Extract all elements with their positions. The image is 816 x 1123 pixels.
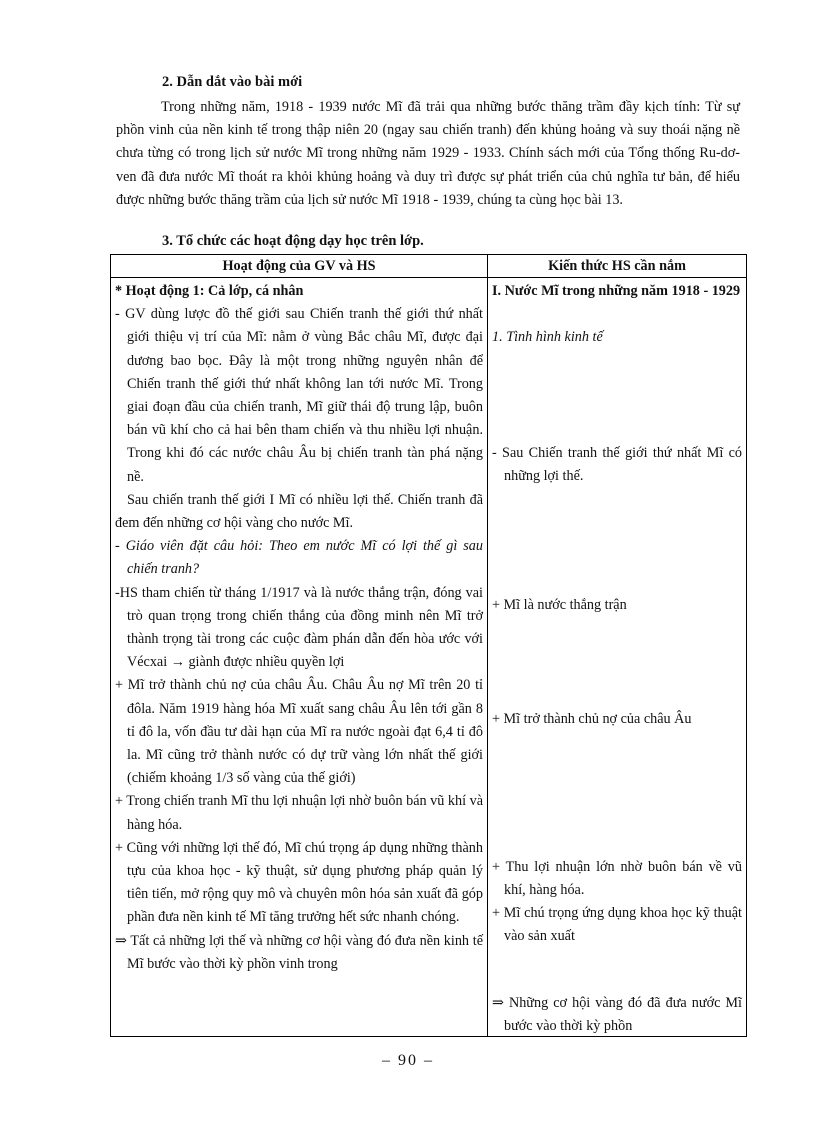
activity-cell bbox=[111, 278, 488, 1037]
activity-paragraph-7: ⇒ Tất cả những lợi thế và những cơ hội vàng đó đưa nền kinh tế Mĩ bước vào thời kỳ phồn vinh trong bbox=[115, 932, 483, 972]
table-body-row bbox=[111, 278, 747, 1037]
knowledge-point-5: + Mĩ chú trọng ứng dụng khoa học kỹ thuật vào sản xuất bbox=[492, 905, 742, 945]
intro-paragraph bbox=[116, 96, 740, 212]
page-number: – 90 – bbox=[382, 1052, 434, 1069]
activity-paragraph-6: + Cũng với những lợi thế đó, Mĩ chú trọng áp dụng những thành tựu của khoa học - kỹ thuật, sử dụng phương pháp quản lý tiên tiến, mở rộng quy mô và chuyên môn hóa sản xuất đã góp phần đưa nền kinh tế Mĩ tăng trưởng hết sức nhanh chóng. bbox=[115, 839, 483, 926]
knowledge-header: Kiến thức HS cần nắm bbox=[488, 255, 747, 278]
section-3-heading: 3. Tổ chức các hoạt động dạy học trên lớp. bbox=[162, 233, 424, 249]
knowledge-point-1: - Sau Chiến tranh thế giới thứ nhất Mĩ có những lợi thế. bbox=[492, 445, 742, 485]
section-2-heading: 2. Dẫn dắt vào bài mới bbox=[162, 74, 303, 90]
activity-paragraph-4: + Mĩ trở thành chủ nợ của châu Âu. Châu Âu nợ Mĩ trên 20 tỉ đôla. Năm 1919 hàng hóa Mĩ xuất sang châu Âu lên tới gần 8 tỉ đô la, vốn đầu tư dài hạn của Mĩ ra nước ngoài đạt 6,4 tỉ đô la. Mĩ cũng trở thành nước có dự trữ vàng lớn nhất thế giới (chiếm khoảng 1/3 số vàng của thế giới) bbox=[115, 677, 483, 787]
activity-paragraph-5: + Trong chiến tranh Mĩ thu lợi nhuận lợi nhờ buôn bán vũ khí và hàng hóa. bbox=[115, 793, 483, 833]
table-header-row bbox=[111, 255, 747, 278]
knowledge-point-6: ⇒ Những cơ hội vàng đó đã đưa nước Mĩ bước vào thời kỳ phồn bbox=[492, 995, 742, 1035]
activity-paragraph-2: Sau chiến tranh thế giới I Mĩ có nhiều lợi thế. Chiến tranh đã đem đến những cơ hội vàng cho nước Mĩ. bbox=[115, 491, 483, 532]
intro-paragraph-text: Trong những năm, 1918 - 1939 nước Mĩ đã trải qua những bước thăng trầm đầy kịch tính: Từ sự phồn vinh của nền kinh tế trong thập niên 20 (ngay sau chiến tranh) đến khủng hoảng và suy thoái nặng nề chưa từng có trong lịch sử nước Mĩ trong những năm 1929 - 1933. Chính sách mới của Tổng thống Ru-dơ-ven đã đưa nước Mĩ thoát ra khỏi khủng hoảng và duy trì được sự phát triển của chủ nghĩa tư bản, để hiểu được những bước thăng trầm của lịch sử nước Mĩ 1918 - 1939, chúng ta cùng học bài 13. bbox=[116, 99, 740, 208]
teacher-question: - Giáo viên đặt câu hỏi: Theo em nước Mĩ có lợi thế gì sau chiến tranh? bbox=[115, 538, 483, 578]
activity-paragraph-1: - GV dùng lược đồ thế giới sau Chiến tranh thế giới thứ nhất giới thiệu vị trí của Mĩ: nằm ở vùng Bắc châu Mĩ, được đại dương bao bọc. Đây là một trong những nguyên nhân để Chiến tranh thế giới thứ nhất không lan tới nước Mĩ. Trong giai đoạn đầu của chiến tranh, Mĩ giữ thái độ trung lập, buôn bán vũ khí cho cả hai bên tham chiến và thu nhiều lợi nhuận. Trong khi đó các nước châu Âu bị chiến tranh tàn phá nặng nề. bbox=[115, 306, 483, 485]
knowledge-point-4: + Thu lợi nhuận lớn nhờ buôn bán về vũ khí, hàng hóa. bbox=[492, 859, 742, 899]
teacher-student-activity-header: Hoạt động của GV và HS bbox=[111, 255, 488, 278]
activity-paragraph-3: -HS tham chiến từ tháng 1/1917 và là nước thắng trận, đóng vai trò quan trọng trong chiến thắng của đồng minh nên Mĩ trở thành trọng tài trong các cuộc đàm phán dẫn đến hòa ước với Vécxai → giành được nhiều quyền lợi bbox=[115, 584, 483, 671]
knowledge-point-2: + Mĩ là nước thắng trận bbox=[492, 597, 627, 613]
knowledge-point-3: + Mĩ trở thành chủ nợ của châu Âu bbox=[492, 711, 692, 727]
lesson-table bbox=[110, 254, 747, 1037]
knowledge-cell bbox=[488, 278, 747, 1037]
activity-title: * Hoạt động 1: Cả lớp, cá nhân bbox=[115, 283, 304, 299]
knowledge-subtitle: 1. Tình hình kinh tế bbox=[492, 329, 603, 345]
knowledge-section-title: I. Nước Mĩ trong những năm 1918 - 1929 bbox=[492, 283, 741, 299]
